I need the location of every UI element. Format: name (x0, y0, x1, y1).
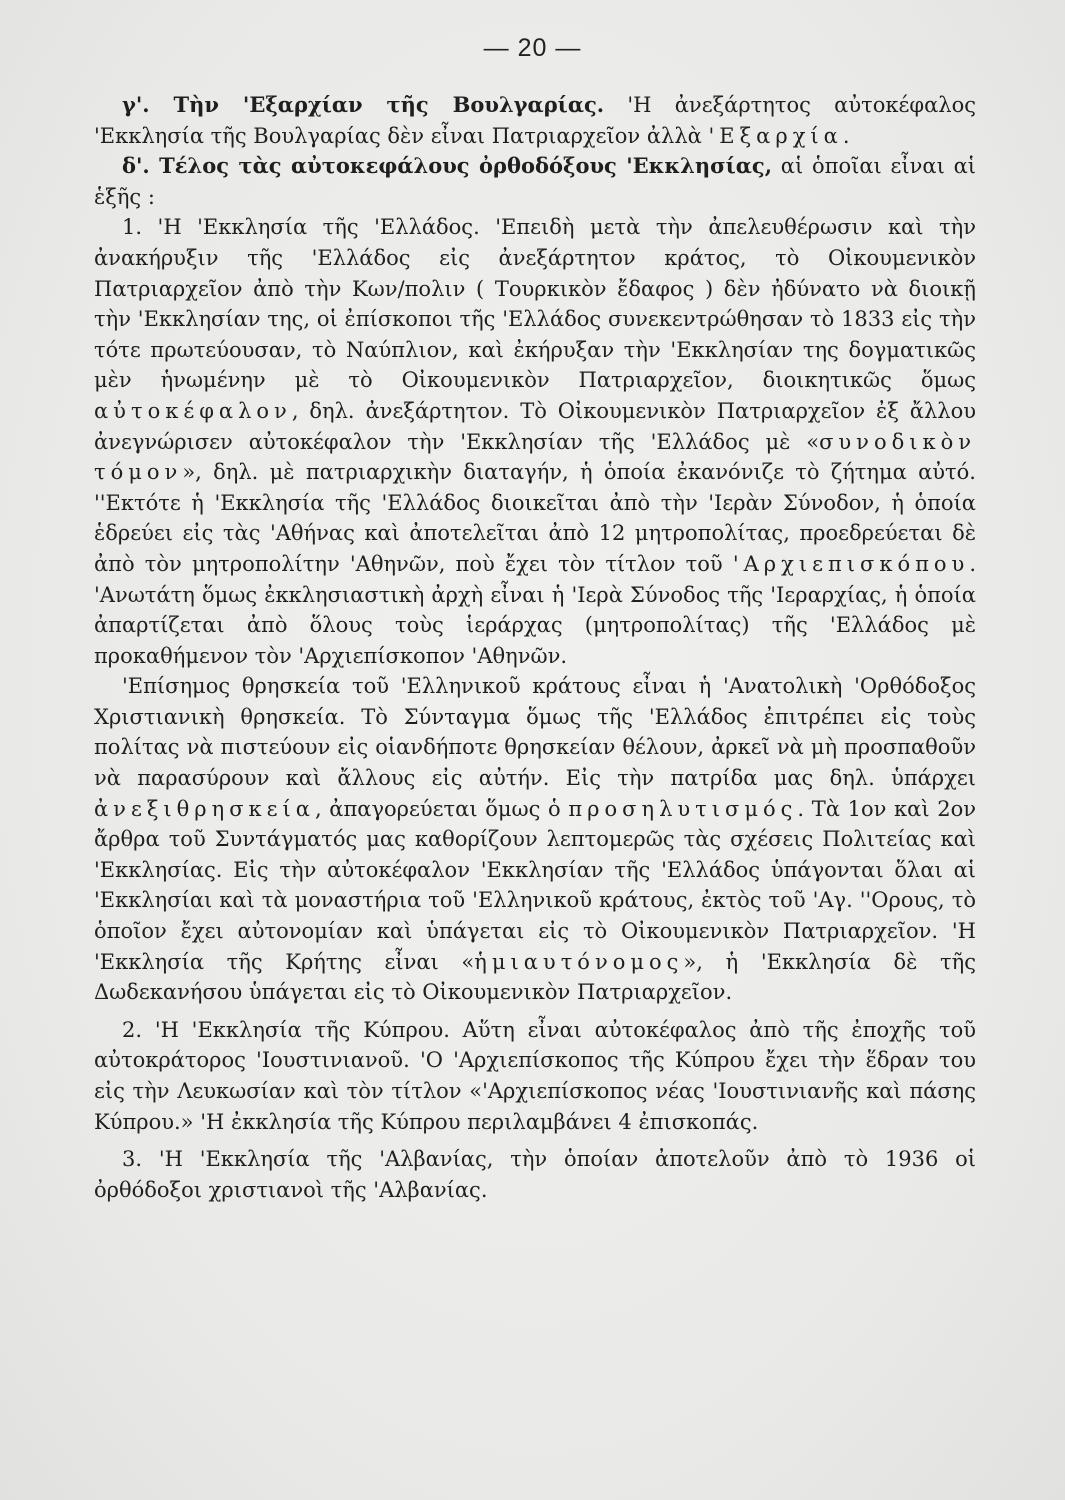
paragraph-text: », δηλ. μὲ πατριαρχικὴν διαταγήν, ἡ ὁποία ἐκανόνιζε τὸ ζήτημα αὐτό. ''Εκτότε ἡ 'Εκκλησία τῆς 'Ελλάδος διοικεῖται ἀπὸ τὴν 'Ιερὰν Σύνοδον, ἡ ὁποία ἑδρεύει εἰς τὰς 'Αθήνας καὶ ἀποτελεῖται ἀπὸ 12 μητροπολίτας, προεδρεύεται δὲ ἀπὸ τὸν μητροπολίτην 'Αθηνῶν, ποὺ ἔχει τὸν τίτλον τοῦ (94, 460, 976, 576)
paragraph-text: , ἀπαγορεύεται ὅμως ὁ (314, 796, 569, 821)
paragraph-text: . (842, 123, 850, 148)
heading-delta: δ'. Τέλος τὰς αὐτοκεφάλους ὀρθοδόξους 'Εκκλησίας, (122, 153, 773, 179)
paragraph-exarchate-bulgaria (94, 90, 976, 151)
spaced-emphasis: ἀνεξιθρησκεία (94, 796, 315, 821)
paragraph-text: 'Η ἀνεξάρτητος αὐτοκέφαλος 'Εκκλησία τῆς Βουλγαρίας δὲν εἶναι Πατριαρχεῖον ἀλλὰ (94, 93, 976, 148)
paragraph-autocephalous-churches (94, 151, 976, 212)
page-number: — 20 — (483, 34, 582, 62)
paragraph-text: 'Επίσημος θρησκεία τοῦ 'Ελληνικοῦ κράτους εἶναι ἡ 'Ανατολικὴ 'Ορθόδοξος Χριστιανικὴ θρησκεία. Τὸ Σύνταγμα ὅμως τῆς 'Ελλάδος ἐπιτρέπει εἰς τοὺς πολίτας νὰ πιστεύουν εἰς οἱανδήποτε θρησκείαν θέλουν, ἀρκεῖ νὰ μὴ προσπαθοῦν νὰ παρασύρουν καὶ ἄλλους εἰς αὐτήν. Εἰς τὴν πατρίδα μας δηλ. ὑπάρχει (94, 674, 976, 791)
paragraph-text: αἱ ὁποῖαι εἶναι αἱ ἑξῆς : (94, 154, 976, 209)
spaced-emphasis: συνοδικὸν τόμον (94, 429, 976, 485)
paragraph-text: 3. 'Η 'Εκκλησία τῆς 'Αλβανίας, τὴν ὁποίαν ἀποτελοῦν ἀπὸ τὸ 1936 οἱ ὀρθόδοξοι χριστιανοὶ τῆς 'Αλβανίας. (94, 1147, 976, 1202)
spaced-emphasis: 'Εξαρχία (708, 123, 843, 148)
paragraph-church-of-greece (94, 212, 976, 671)
paragraph-church-of-albania (94, 1144, 976, 1205)
paragraph-text: 2. 'Η 'Εκκλησία τῆς Κύπρου. Αὕτη εἶναι αὐτοκέφαλος ἀπὸ τῆς ἐποχῆς τοῦ αὐτοκράτορος 'Ιουστινιανοῦ. 'Ο 'Αρχιεπίσκοπος τῆς Κύπρου ἔχει τὴν ἕδραν του εἰς τὴν Λευκωσίαν καὶ τὸν τίτλον «'Αρχιεπίσκοπος νέας 'Ιουστινιανῆς καὶ πάσης Κύπρου.» 'Η ἐκκλησία τῆς Κύπρου περιλαμβάνει 4 ἐπισκοπάς. (94, 1017, 976, 1134)
paragraph-text: , δηλ. ἀνεξάρτητον. Τὸ Οἰκουμενικὸν Πατριαρχεῖον ἐξ ἄλλου ἀνεγνώρισεν αὐτοκέφαλον τὴν 'Εκκλησίαν τῆς 'Ελλάδος μὲ « (94, 398, 976, 454)
spaced-emphasis: 'Αρχιεπισκόπου (732, 551, 970, 576)
paragraph-text: », ἡ 'Εκκλησία δὲ τῆς Δωδεκανήσου ὑπάγεται εἰς τὸ Οἰκουμενικὸν Πατριαρχεῖον. (94, 949, 976, 1005)
paragraph-text: . 'Ανωτάτη ὅμως ἐκκλησιαστικὴ ἀρχὴ εἶναι ἡ 'Ιερὰ Σύνοδος τῆς 'Ιεραρχίας, ἡ ὁποία ἀπαρτίζεται ἀπὸ ὅλους τοὺς ἱεράρχας (μητροπολίτας) τῆς 'Ελλάδος μὲ προκαθήμενον τὸν 'Αρχιεπίσκοπον 'Αθηνῶν. (94, 551, 976, 668)
paragraph-text: 1. 'Η 'Εκκλησία τῆς 'Ελλάδος. 'Επειδὴ μετὰ τὴν ἀπελευθέρωσιν καὶ τὴν ἀνακήρυξιν τῆς 'Ελλάδος εἰς ἀνεξάρτητον κράτος, τὸ Οἰκουμενικὸν Πατριαρχεῖον ἀπὸ τὴν Κων/πολιν ( Τουρκικὸν ἔδαφος ) δὲν ἠδύνατο νὰ διοικῇ τὴν 'Εκκλησίαν της, οἱ ἐπίσκοποι τῆς 'Ελλάδος συνεκεντρώθησαν τὸ 1833 εἰς τὴν τότε πρωτεύουσαν, τὸ Ναύπλιον, καὶ ἐκήρυξαν τὴν 'Εκκλησίαν της δογματικῶς μὲν ἡνωμένην μὲ τὸ Οἰκουμενικὸν Πατριαρχεῖον, διοικητικῶς ὅμως (94, 215, 976, 393)
heading-gamma: γ'. Τὴν 'Εξαρχίαν τῆς Βουλγαρίας. (122, 92, 605, 117)
spaced-emphasis: προσηλυτισμός (568, 796, 798, 821)
paragraph-text: . Τὰ 1ον καὶ 2ον ἄρθρα τοῦ Συντάγματός μας καθορίζουν λεπτομερῶς τὰς σχέσεις Πολιτείας καὶ 'Εκκλησίας. Εἰς τὴν αὐτοκέφαλον 'Εκκλησίαν τῆς 'Ελλάδος ὑπάγονται ὅλαι αἱ 'Εκκλησίαι καὶ τὰ μοναστήρια τοῦ 'Ελληνικοῦ κράτους, ἐκτὸς τοῦ 'Αγ. ''Ορους, τὸ ὁποῖον ἔχει αὐτονομίαν καὶ ὑπάγεται εἰς τὸ Οἰκουμενικὸν Πατριαρχεῖον. 'Η 'Εκκλησία τῆς Κρήτης εἶναι « (94, 796, 976, 974)
paragraph-church-of-cyprus (94, 1015, 976, 1137)
spaced-emphasis: αὐτοκέφαλον (94, 398, 292, 423)
page-body (94, 90, 976, 1205)
paragraph-official-religion (94, 671, 976, 1008)
spaced-emphasis: ἡμιαυτόνομος (474, 949, 684, 974)
